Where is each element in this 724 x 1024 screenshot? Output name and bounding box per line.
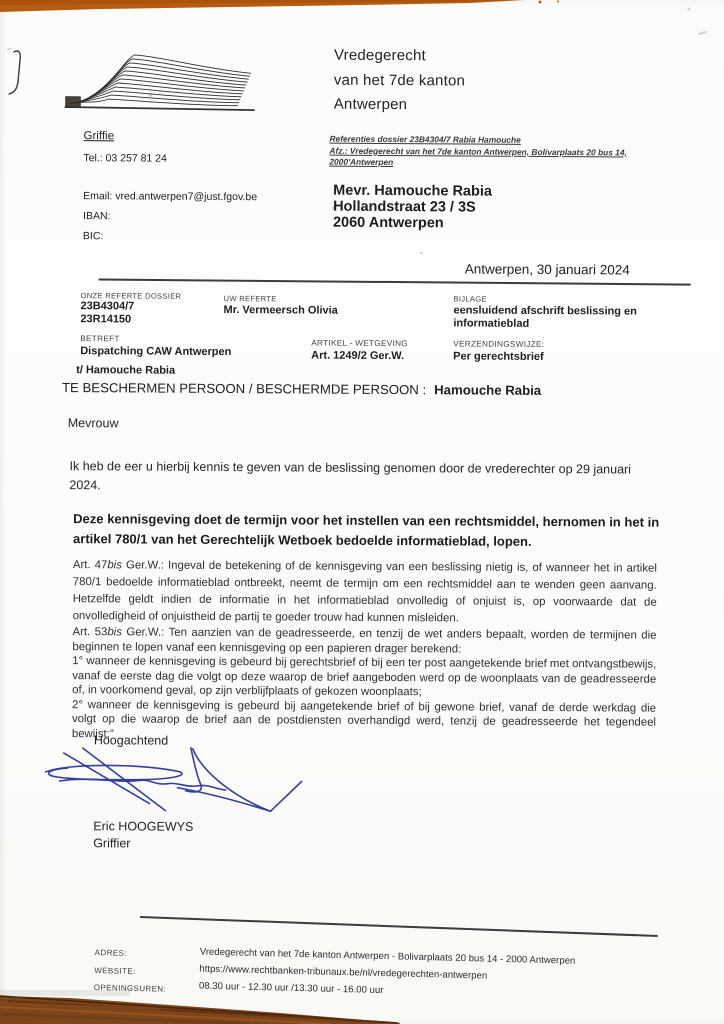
legal-53-item-1: 1° wanneer de kennisgeving is gebeurd bij gerechtsbrief of bij een ter post aangetekende brief met ontvangstbewijs, vanaf de eerste dag die volgt op deze waarop de brief aangeboden werd op de woonplaats van de geadresseerde of, in voorkomend geval, op zijn verblijfplaats of gekozen woonplaats; bbox=[72, 655, 657, 699]
attachment-label: BIJLAGE bbox=[453, 294, 487, 304]
versus-line: t/ Hamouche Rabia bbox=[76, 364, 176, 377]
article-value: Art. 1249/2 Ger.W. bbox=[311, 349, 405, 363]
protected-person-line bbox=[62, 380, 541, 398]
letterhead-logo bbox=[62, 46, 258, 115]
our-ref-label: ONZE REFERTE DOSSIER bbox=[80, 291, 182, 301]
court-line-1: Vredegerecht bbox=[333, 46, 426, 65]
protected-person-prefix: TE BESCHERMEN PERSOON / BESCHERMDE PERSOON : bbox=[61, 380, 427, 398]
footer-hours-value: 08.30 uur - 12.30 uur /13.30 uur - 16.00 uur bbox=[198, 980, 384, 997]
iban-label: IBAN: bbox=[83, 210, 111, 223]
addressee-name: Mevr. Hamouche Rabia bbox=[333, 182, 493, 200]
subject-value: Dispatching CAW Antwerpen bbox=[80, 345, 232, 359]
legal-53-lead: Art. 53 bbox=[72, 626, 108, 639]
phone-line: Tel.: 03 257 81 24 bbox=[83, 152, 167, 165]
bic-label: BIC: bbox=[82, 230, 104, 243]
your-ref-label: UW REFERTE bbox=[223, 294, 277, 304]
protected-person-name: Hamouche Rabia bbox=[434, 382, 542, 398]
dispatch-label: VERZENDINGSWIJZE: bbox=[453, 339, 545, 349]
legal-art-53bis bbox=[72, 625, 657, 745]
footer-website-value: https://www.rechtbanken-tribunaux.be/nl/vredegerechten-antwerpen bbox=[199, 963, 488, 982]
reference-note-line: 2000'Antwerpen bbox=[329, 156, 394, 168]
reference-note-line: Afz.: Vredegerecht van het 7de kanton Antwerpen, Bolivarplaats 20 bus 14, bbox=[329, 145, 627, 157]
article-label: ARTIKEL - WETGEVING bbox=[311, 338, 408, 349]
our-ref-value-2: 23R14150 bbox=[80, 313, 132, 326]
footer-hours-label: OPENINGSUREN: bbox=[93, 982, 167, 994]
reference-note-line: Referenties dossier 23B4304/7 Rabia Hamouche bbox=[329, 133, 521, 145]
legal-53-text: Ger.W.: Ten aanzien van de geadresseerde, en tenzij de wet anders bepaalt, worden de termijnen die beginnen te lopen vanaf een kennisgeving op een papieren drager berekend: bbox=[72, 626, 657, 655]
legal-53-intro bbox=[72, 625, 656, 658]
addressee-city: 2060 Antwerpen bbox=[332, 214, 444, 232]
footer-address-value: Vredegerecht van het 7de kanton Antwerpen - Bolivarplaats 20 bus 14 - 2000 Antwerpen bbox=[199, 946, 576, 967]
signer-name: Eric HOOGEWYS bbox=[93, 819, 194, 834]
legal-art-47bis bbox=[73, 557, 657, 629]
addressee-street: Hollandstraat 23 / 3S bbox=[333, 198, 476, 216]
legal-47-bis: bis bbox=[107, 559, 122, 572]
subject-label: BETREFT bbox=[80, 334, 120, 344]
legal-53-item-2: 2° wanneer de kennisgeving is gebeurd bij aangetekende brief of bij gewone brief, vanaf de derde werkdag die volgt op die waarop de brief aan de postdiensten overhandigd werd, tenzij de geadresseerde het tegendeel bewijst;” bbox=[71, 698, 657, 740]
closing-word: Hoogachtend bbox=[93, 733, 169, 748]
griffie-label: Griffie bbox=[83, 130, 115, 143]
footer-website-label: WEBSITE: bbox=[94, 965, 136, 976]
email-line: Email: vred.antwerpen7@just.fgov.be bbox=[83, 190, 258, 204]
legal-53-bis: bis bbox=[107, 626, 122, 639]
legal-47-lead: Art. 47 bbox=[72, 559, 108, 572]
footer-address-label: ADRES: bbox=[94, 947, 128, 958]
dispatch-value: Per gerechtsbrief bbox=[453, 350, 544, 363]
paragraph-1: Ik heb de eer u hierbij kennis te geven van de beslissing genomen door de vrederechter op 29 januari 2024. bbox=[69, 459, 632, 493]
paragraph-2: Deze kennisgeving doet de termijn voor het instellen van een rechtsmiddel, hernomen in het in artikel 780/1 van het Gerechtelijk Wetboek bedoelde informatieblad, lopen. bbox=[73, 511, 660, 549]
signer-title: Griffier bbox=[93, 836, 131, 851]
header-rule bbox=[99, 278, 691, 285]
court-line-2: van het 7de kanton bbox=[333, 71, 466, 89]
your-ref-value: Mr. Vermeersch Olivia bbox=[223, 304, 338, 317]
date-line: Antwerpen, 30 januari 2024 bbox=[464, 261, 630, 278]
court-name bbox=[334, 44, 466, 118]
attachment-value: eensluidend afschrift beslissing en informatieblad bbox=[453, 304, 637, 330]
court-line-3: Antwerpen bbox=[333, 95, 408, 114]
our-ref-value-1: 23B4304/7 bbox=[80, 300, 135, 313]
reference-note bbox=[329, 134, 669, 171]
addressee-block bbox=[333, 183, 492, 232]
salutation: Mevrouw bbox=[67, 416, 119, 431]
legal-47-text: Ger.W.: Ingeval de betekening of de kennisgeving van een beslissing nietig is, of wanneer het in artikel 780/1 bedoelde informatieblad ontbreekt, neemt de termijn om een rechtsmiddel aan te wenden geen aanvang. Hetzelfde geldt indien de informatie in het informatieblad onvolledig of onjuist is, op voorwaarde dat de onvolledigheid of onjuistheid de partij te goeder trouw had kunnen misleiden. bbox=[72, 559, 657, 625]
signature-scribble bbox=[27, 746, 303, 826]
